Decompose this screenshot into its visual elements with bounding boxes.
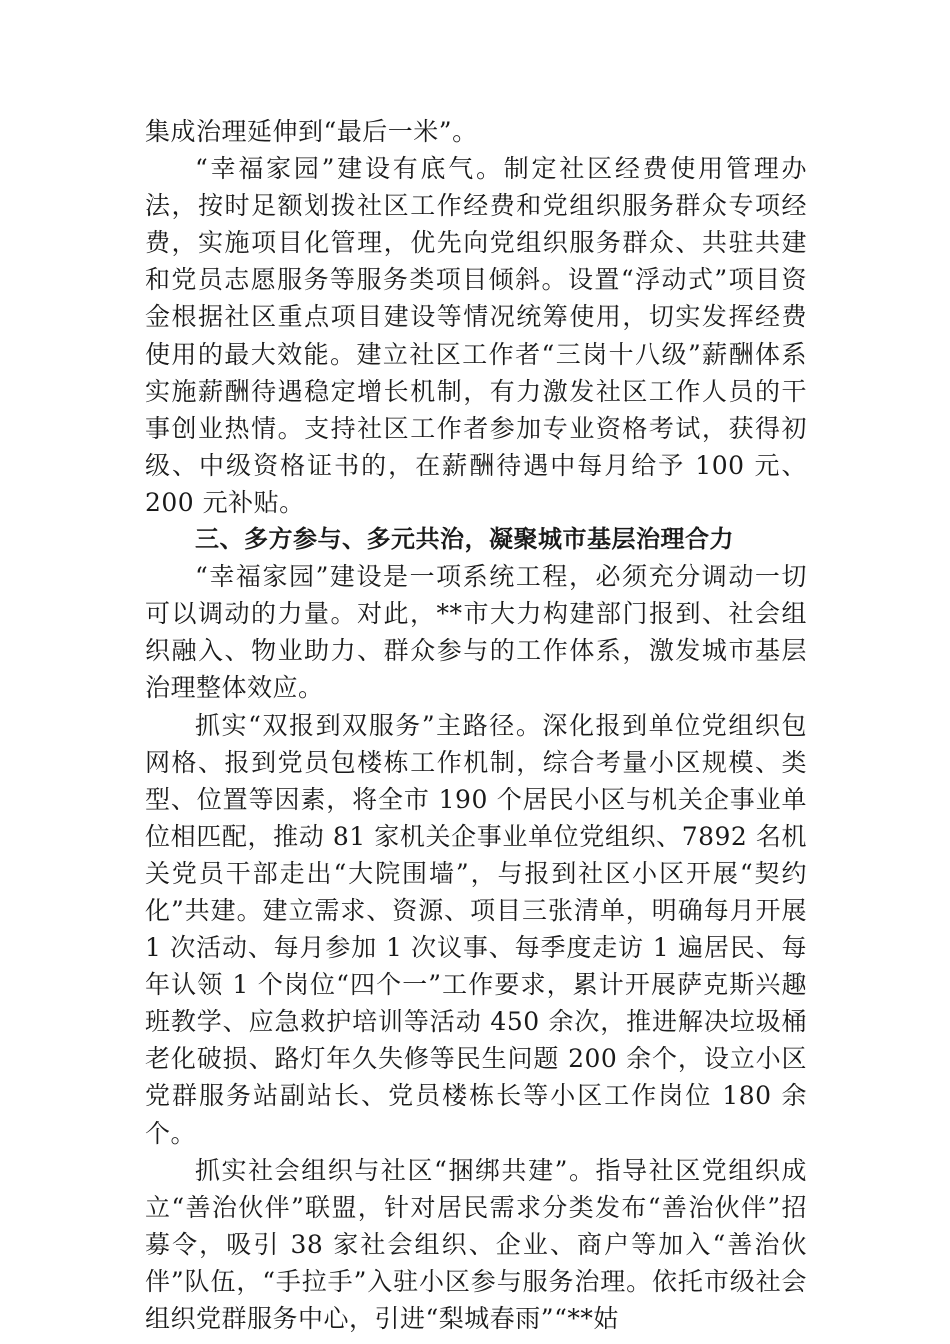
paragraph-section-intro: “幸福家园”建设是一项系统工程，必须充分调动一切可以调动的力量。对此，**市大力构建部门报到、社会组织融入、物业助力、群众参与的工作体系，激发城市基层治理整体效应。 (145, 562, 807, 703)
paragraph-continuation: 集成治理延伸到“最后一米”。 (145, 117, 478, 146)
paragraph-dual-report: 抓实“双报到双服务”主路径。深化报到单位党组织包网格、报到党员包楼栋工作机制，综合考量小区规模、类型、位置等因素，将全市 190 个居民小区与机关企事业单位相匹配，推动 81 家机关企事业单位党组织、7892 名机关党员干部走出“大院围墙”，与报到社区小区开展“契约化”共建。建立需求、资源、项目三张清单，明确每月开展 1 次活动、每月参加 1 次议事、每季度走访 1 遍居民、每年认领 1 个岗位“四个一”工作要求，累计开展萨克斯兴趣班教学、应急救护培训等活动 450 余次，推进解决垃圾桶老化破损、路灯年久失修等民生问题 200 余个，设立小区党群服务站副站长、党员楼栋长等小区工作岗位 180 余个。 (145, 710, 807, 1148)
section-heading: 三、多方参与、多元共治，凝聚城市基层治理合力 (195, 525, 734, 554)
paragraph-funding: “幸福家园”建设有底气。制定社区经费使用管理办法，按时足额划拨社区工作经费和党组织服务群众专项经费，实施项目化管理，优先向党组织服务群众、共驻共建和党员志愿服务等服务类项目倾斜。设置“浮动式”项目资金根据社区重点项目建设等情况统筹使用，切实发挥经费使用的最大效能。建立社区工作者“三岗十八级”薪酬体系实施薪酬待遇稳定增长机制，有力激发社区工作人员的干事创业热情。支持社区工作者参加专业资格考试，获得初级、中级资格证书的，在薪酬待遇中每月给予 100 元、200 元补贴。 (145, 154, 807, 517)
paragraph-social-organizations: 抓实社会组织与社区“捆绑共建”。指导社区党组织成立“善治伙伴”联盟，针对居民需求分类发布“善治伙伴”招募令，吸引 38 家社会组织、企业、商户等加入“善治伙伴”队伍，“手拉手”入驻小区参与服务治理。依托市级社会组织党群服务中心，引进“梨城春雨”“**姑 (145, 1155, 807, 1333)
document-body (145, 113, 807, 1337)
